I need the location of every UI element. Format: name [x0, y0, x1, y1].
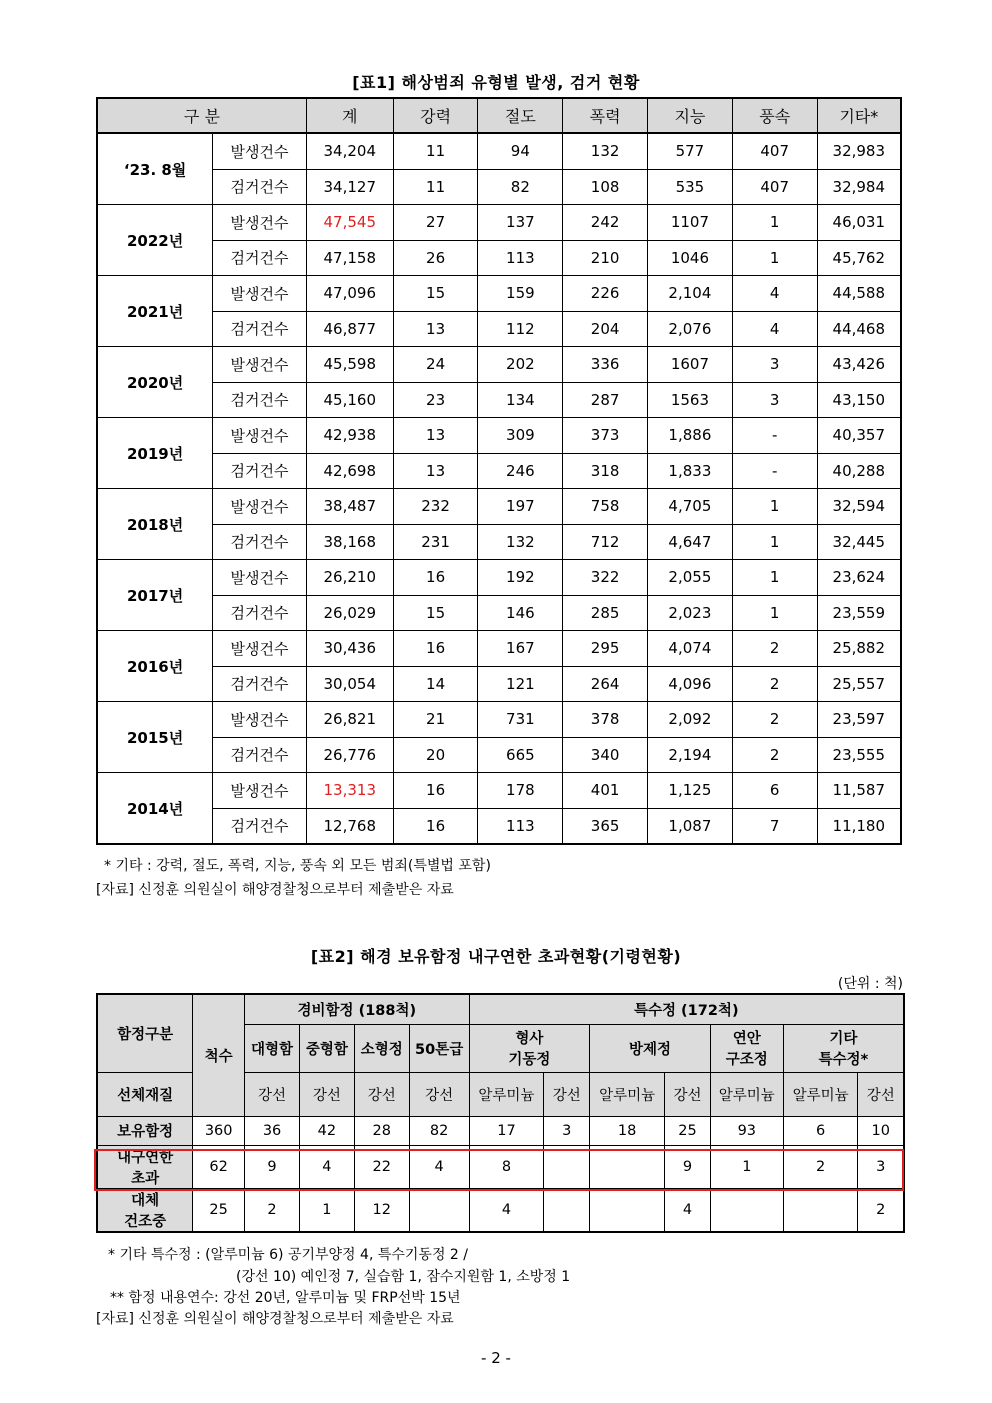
value-cell: 1	[732, 240, 817, 276]
vessel-age-table	[96, 993, 905, 1233]
value-cell: 373	[563, 418, 648, 454]
header-fire-boat: 방제정	[590, 1024, 711, 1072]
value-cell: 11,587	[817, 773, 901, 809]
value-cell: 132	[478, 524, 563, 560]
table-row	[97, 560, 901, 596]
value-cell: 26	[393, 240, 478, 276]
value-cell: 23,555	[817, 737, 901, 773]
value-cell: 1046	[648, 240, 733, 276]
value-cell: 25,882	[817, 631, 901, 667]
value-cell: 2,194	[648, 737, 733, 773]
value-cell: 1,087	[648, 808, 733, 844]
value-cell: 360	[193, 1116, 245, 1145]
value-cell: 47,096	[306, 276, 393, 312]
value-cell: 25,557	[817, 666, 901, 702]
value-cell: 45,762	[817, 240, 901, 276]
value-cell: 11	[393, 133, 478, 169]
row-type-cell: 발생건수	[213, 276, 307, 312]
value-cell	[710, 1188, 783, 1232]
value-cell: 535	[648, 169, 733, 205]
value-cell: 12	[354, 1188, 409, 1232]
value-cell: 231	[393, 524, 478, 560]
value-cell: 365	[563, 808, 648, 844]
value-cell: 1	[732, 205, 817, 241]
table-row	[97, 1188, 904, 1232]
value-cell: 25	[665, 1116, 711, 1145]
material-cell: 강선	[858, 1072, 904, 1116]
value-cell: 309	[478, 418, 563, 454]
value-cell: 40,288	[817, 453, 901, 489]
table2-source: [자료] 신정훈 의원실이 해양경찰청으로부터 제출받은 자료	[96, 1311, 454, 1327]
table2-footnote-1a: * 기타 특수정 : (알루미늄 6) 공기부양정 4, 특수기동정 2 /	[108, 1247, 468, 1263]
header-patrol-vessels: 경비함정 (188척)	[245, 994, 469, 1024]
value-cell: 1	[732, 489, 817, 525]
value-cell: 18	[590, 1116, 665, 1145]
table-row	[97, 169, 901, 205]
row-type-cell: 검거건수	[213, 737, 307, 773]
value-cell: 36	[245, 1116, 300, 1145]
value-cell: 1	[732, 595, 817, 631]
value-cell: 4	[732, 311, 817, 347]
value-cell: 16	[393, 773, 478, 809]
value-cell: 1563	[648, 382, 733, 418]
period-cell: 2019년	[97, 418, 213, 489]
header-criminal-boat: 형사 기동정	[469, 1024, 590, 1072]
value-cell: 25	[193, 1188, 245, 1232]
value-cell: 42	[299, 1116, 354, 1145]
header-morals: 풍속	[732, 98, 817, 133]
value-cell: 20	[393, 737, 478, 773]
table-row	[97, 205, 901, 241]
header-theft: 절도	[478, 98, 563, 133]
value-cell: 22	[354, 1145, 409, 1188]
row-label-cell: 보유함정	[97, 1116, 193, 1145]
value-cell: 32,983	[817, 133, 901, 169]
value-cell: 26,210	[306, 560, 393, 596]
value-cell: 665	[478, 737, 563, 773]
value-cell: 2,076	[648, 311, 733, 347]
value-cell: 1607	[648, 347, 733, 383]
value-cell: 336	[563, 347, 648, 383]
table-row	[97, 1116, 904, 1145]
row-type-cell: 발생건수	[213, 418, 307, 454]
value-cell: 1	[710, 1145, 783, 1188]
page-number: - 2 -	[481, 1349, 511, 1367]
value-cell: 2,092	[648, 702, 733, 738]
value-cell: 202	[478, 347, 563, 383]
value-cell: 15	[393, 595, 478, 631]
table-row	[97, 347, 901, 383]
value-cell: 38,168	[306, 524, 393, 560]
value-cell: 44,468	[817, 311, 901, 347]
value-cell: 46,031	[817, 205, 901, 241]
value-cell: 43,426	[817, 347, 901, 383]
header-vessel-group: 함정구분	[97, 994, 193, 1072]
value-cell	[783, 1188, 858, 1232]
value-cell: 407	[732, 133, 817, 169]
value-cell: 38,487	[306, 489, 393, 525]
value-cell: 4,074	[648, 631, 733, 667]
material-cell: 알루미늄	[783, 1072, 858, 1116]
value-cell: 23,559	[817, 595, 901, 631]
row-type-cell: 발생건수	[213, 205, 307, 241]
header-hull-material: 선체재질	[97, 1072, 193, 1116]
table-row	[97, 453, 901, 489]
table1-source: [자료] 신정훈 의원실이 해양경찰청으로부터 제출받은 자료	[96, 882, 454, 898]
header-total: 계	[306, 98, 393, 133]
row-label-cell: 내구연한 초과	[97, 1145, 193, 1188]
row-type-cell: 검거건수	[213, 169, 307, 205]
value-cell: 12,768	[306, 808, 393, 844]
value-cell: 16	[393, 808, 478, 844]
value-cell: 226	[563, 276, 648, 312]
value-cell: 32,984	[817, 169, 901, 205]
value-cell: 14	[393, 666, 478, 702]
header-violent: 강력	[393, 98, 478, 133]
material-cell: 강선	[245, 1072, 300, 1116]
value-cell: 113	[478, 808, 563, 844]
value-cell: 242	[563, 205, 648, 241]
value-cell: 204	[563, 311, 648, 347]
value-cell: 94	[478, 133, 563, 169]
value-cell: 32,594	[817, 489, 901, 525]
value-cell: 9	[245, 1145, 300, 1188]
value-cell: 42,938	[306, 418, 393, 454]
value-cell: 34,204	[306, 133, 393, 169]
table-row	[97, 595, 901, 631]
header-50t: 50톤급	[409, 1024, 469, 1072]
row-type-cell: 검거건수	[213, 311, 307, 347]
row-type-cell: 검거건수	[213, 453, 307, 489]
value-cell: 3	[732, 347, 817, 383]
value-cell: 1	[732, 560, 817, 596]
material-cell: 강선	[409, 1072, 469, 1116]
row-type-cell: 발생건수	[213, 133, 307, 169]
value-cell: 47,545	[306, 205, 393, 241]
value-cell: 3	[858, 1145, 904, 1188]
value-cell: 1,125	[648, 773, 733, 809]
value-cell: 407	[732, 169, 817, 205]
value-cell: -	[732, 453, 817, 489]
value-cell: 4	[299, 1145, 354, 1188]
value-cell: 113	[478, 240, 563, 276]
value-cell: 30,436	[306, 631, 393, 667]
header-small: 소형정	[354, 1024, 409, 1072]
value-cell: 26,776	[306, 737, 393, 773]
value-cell: 42,698	[306, 453, 393, 489]
value-cell: 167	[478, 631, 563, 667]
value-cell: 322	[563, 560, 648, 596]
value-cell: 34,127	[306, 169, 393, 205]
value-cell: 15	[393, 276, 478, 312]
value-cell: 378	[563, 702, 648, 738]
value-cell: 1107	[648, 205, 733, 241]
material-cell: 알루미늄	[710, 1072, 783, 1116]
table-row	[97, 311, 901, 347]
table-row	[97, 240, 901, 276]
table2-title: [표2] 해경 보유함정 내구연한 초과현황(기령현황)	[310, 947, 682, 966]
value-cell	[544, 1188, 590, 1232]
value-cell: 32,445	[817, 524, 901, 560]
row-type-cell: 검거건수	[213, 382, 307, 418]
row-type-cell: 검거건수	[213, 240, 307, 276]
value-cell	[590, 1188, 665, 1232]
value-cell: 758	[563, 489, 648, 525]
value-cell: 2	[858, 1188, 904, 1232]
header-medium: 중형함	[299, 1024, 354, 1072]
value-cell: 1,886	[648, 418, 733, 454]
value-cell: 4,705	[648, 489, 733, 525]
value-cell: 712	[563, 524, 648, 560]
value-cell: 82	[409, 1116, 469, 1145]
value-cell: 4,096	[648, 666, 733, 702]
period-cell: 2015년	[97, 702, 213, 773]
material-cell: 알루미늄	[469, 1072, 544, 1116]
value-cell: 47,158	[306, 240, 393, 276]
value-cell: 3	[732, 382, 817, 418]
period-cell: 2020년	[97, 347, 213, 418]
value-cell: 40,357	[817, 418, 901, 454]
table-row	[97, 666, 901, 702]
value-cell: 232	[393, 489, 478, 525]
value-cell: 13	[393, 453, 478, 489]
value-cell: 197	[478, 489, 563, 525]
row-type-cell: 발생건수	[213, 560, 307, 596]
row-label-cell: 대체 건조중	[97, 1188, 193, 1232]
period-cell: 2022년	[97, 205, 213, 276]
value-cell: 4	[732, 276, 817, 312]
value-cell: 4	[409, 1145, 469, 1188]
value-cell: 108	[563, 169, 648, 205]
header-coastal-rescue: 연안 구조정	[710, 1024, 783, 1072]
value-cell: 9	[665, 1145, 711, 1188]
header-other: 기타*	[817, 98, 901, 133]
row-type-cell: 검거건수	[213, 666, 307, 702]
value-cell: 295	[563, 631, 648, 667]
value-cell: 2	[732, 737, 817, 773]
period-cell: 2018년	[97, 489, 213, 560]
row-type-cell: 검거건수	[213, 595, 307, 631]
value-cell: 13	[393, 418, 478, 454]
value-cell: 210	[563, 240, 648, 276]
table-row	[97, 489, 901, 525]
value-cell: 30,054	[306, 666, 393, 702]
value-cell: 45,598	[306, 347, 393, 383]
table-row	[97, 382, 901, 418]
value-cell: 7	[732, 808, 817, 844]
value-cell: 11	[393, 169, 478, 205]
header-other-special: 기타 특수정*	[783, 1024, 904, 1072]
value-cell	[590, 1145, 665, 1188]
value-cell: 82	[478, 169, 563, 205]
value-cell: 13,313	[306, 773, 393, 809]
header-fraud: 지능	[648, 98, 733, 133]
header-assault: 폭력	[563, 98, 648, 133]
value-cell: 21	[393, 702, 478, 738]
value-cell: 26,821	[306, 702, 393, 738]
value-cell: 2	[245, 1188, 300, 1232]
period-cell: ‘23. 8월	[97, 133, 213, 205]
table-row	[97, 524, 901, 560]
value-cell: 28	[354, 1116, 409, 1145]
value-cell: 4	[665, 1188, 711, 1232]
header-special-vessels: 특수정 (172척)	[469, 994, 904, 1024]
material-cell: 강선	[665, 1072, 711, 1116]
value-cell: 4,647	[648, 524, 733, 560]
table-row	[97, 808, 901, 844]
value-cell: 159	[478, 276, 563, 312]
value-cell: 4	[469, 1188, 544, 1232]
table1-title: [표1] 해상범죄 유형별 발생, 검거 현황	[352, 73, 640, 92]
value-cell: 146	[478, 595, 563, 631]
material-cell: 알루미늄	[590, 1072, 665, 1116]
value-cell: 10	[858, 1116, 904, 1145]
period-cell: 2016년	[97, 631, 213, 702]
value-cell: 1	[732, 524, 817, 560]
table-row	[97, 1145, 904, 1188]
value-cell: 2,055	[648, 560, 733, 596]
value-cell: 178	[478, 773, 563, 809]
value-cell: 16	[393, 631, 478, 667]
period-cell: 2021년	[97, 276, 213, 347]
material-cell: 강선	[299, 1072, 354, 1116]
row-type-cell: 발생건수	[213, 773, 307, 809]
value-cell: 2	[732, 702, 817, 738]
value-cell: 11,180	[817, 808, 901, 844]
value-cell: 1,833	[648, 453, 733, 489]
value-cell: 134	[478, 382, 563, 418]
value-cell: 27	[393, 205, 478, 241]
table2-unit: (단위 : 척)	[837, 976, 903, 992]
value-cell: 2,023	[648, 595, 733, 631]
value-cell	[409, 1188, 469, 1232]
value-cell: 731	[478, 702, 563, 738]
value-cell: 93	[710, 1116, 783, 1145]
value-cell: 43,150	[817, 382, 901, 418]
table2-footnote-2: ** 함정 내용연수: 강선 20년, 알루미늄 및 FRP선박 15년	[110, 1290, 461, 1306]
value-cell: 121	[478, 666, 563, 702]
value-cell: 62	[193, 1145, 245, 1188]
header-count: 척수	[193, 994, 245, 1116]
table1-footnote: * 기타 : 강력, 절도, 폭력, 지능, 풍속 외 모든 범죄(특별법 포함)	[104, 858, 491, 874]
value-cell: 246	[478, 453, 563, 489]
row-type-cell: 발생건수	[213, 702, 307, 738]
value-cell: 23,597	[817, 702, 901, 738]
table-row	[97, 418, 901, 454]
table-row	[97, 737, 901, 773]
value-cell: 318	[563, 453, 648, 489]
table2-footnote-1b: (강선 10) 예인정 7, 실습함 1, 잠수지원함 1, 소방정 1	[236, 1269, 571, 1285]
value-cell: 2	[783, 1145, 858, 1188]
value-cell: 287	[563, 382, 648, 418]
value-cell: 285	[563, 595, 648, 631]
value-cell: 577	[648, 133, 733, 169]
value-cell: 3	[544, 1116, 590, 1145]
row-type-cell: 검거건수	[213, 808, 307, 844]
header-large: 대형함	[245, 1024, 300, 1072]
value-cell: 24	[393, 347, 478, 383]
value-cell: 6	[783, 1116, 858, 1145]
value-cell: 2,104	[648, 276, 733, 312]
period-cell: 2014년	[97, 773, 213, 845]
value-cell: 44,588	[817, 276, 901, 312]
value-cell: 264	[563, 666, 648, 702]
header-category: 구 분	[97, 98, 306, 133]
value-cell: 192	[478, 560, 563, 596]
value-cell: 340	[563, 737, 648, 773]
value-cell: 137	[478, 205, 563, 241]
table-row	[97, 773, 901, 809]
material-cell: 강선	[354, 1072, 409, 1116]
value-cell	[544, 1145, 590, 1188]
value-cell: 401	[563, 773, 648, 809]
value-cell: 112	[478, 311, 563, 347]
value-cell: 45,160	[306, 382, 393, 418]
table1-header-row	[97, 98, 901, 133]
value-cell: 23	[393, 382, 478, 418]
table-row	[97, 702, 901, 738]
crime-statistics-table	[96, 97, 902, 845]
material-cell: 강선	[544, 1072, 590, 1116]
row-type-cell: 발생건수	[213, 489, 307, 525]
value-cell: 132	[563, 133, 648, 169]
value-cell: 16	[393, 560, 478, 596]
period-cell: 2017년	[97, 560, 213, 631]
value-cell: 23,624	[817, 560, 901, 596]
table-row	[97, 276, 901, 312]
value-cell: 46,877	[306, 311, 393, 347]
value-cell: 6	[732, 773, 817, 809]
value-cell: 8	[469, 1145, 544, 1188]
row-type-cell: 검거건수	[213, 524, 307, 560]
value-cell: 1	[299, 1188, 354, 1232]
value-cell: 2	[732, 631, 817, 667]
row-type-cell: 발생건수	[213, 347, 307, 383]
row-type-cell: 발생건수	[213, 631, 307, 667]
value-cell: 2	[732, 666, 817, 702]
table-row	[97, 631, 901, 667]
table-row	[97, 133, 901, 169]
value-cell: 26,029	[306, 595, 393, 631]
value-cell: 13	[393, 311, 478, 347]
value-cell: -	[732, 418, 817, 454]
value-cell: 17	[469, 1116, 544, 1145]
